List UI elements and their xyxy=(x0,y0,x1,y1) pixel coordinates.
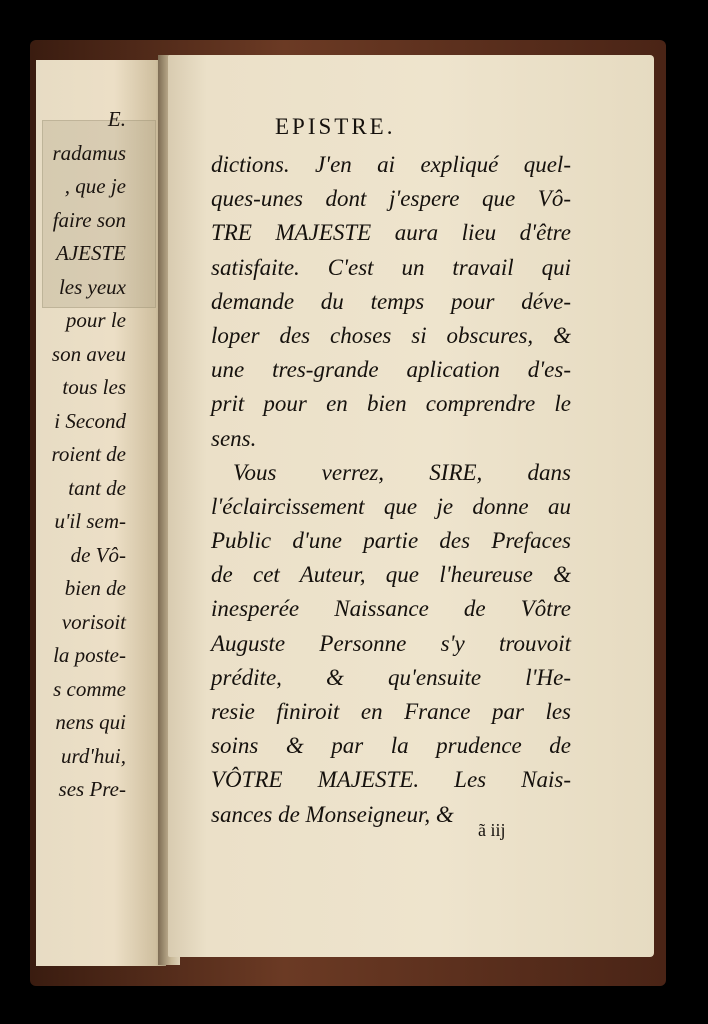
left-text-line: i Second xyxy=(54,408,126,433)
text-line: TRE MAJESTE aura lieu d'être xyxy=(211,220,571,246)
text-line: demande du temps pour déve- xyxy=(211,288,571,314)
text-line: sens. xyxy=(211,425,257,451)
text-line: resie finiroit en France par les xyxy=(211,699,571,724)
left-text-line: tant de xyxy=(68,475,126,500)
text-line: sances de Monseigneur, & xyxy=(211,801,454,827)
text-line: ques-unes dont j'espere que Vô- xyxy=(211,186,571,212)
left-text-line: tous les xyxy=(62,375,126,399)
left-text-line: AJESTE xyxy=(56,241,126,265)
text-line: satisfaite. C'est un travail qui xyxy=(211,254,571,280)
left-text-line: son aveu xyxy=(51,341,126,366)
left-text-line: la poste- xyxy=(53,643,126,667)
text-line: inesperée Naissance de Vôtre xyxy=(211,596,571,622)
text-line: Public d'une partie des Prefaces xyxy=(211,528,571,554)
left-text-line: faire son xyxy=(52,207,126,232)
left-text-line: nens qui xyxy=(55,710,126,734)
text-line: dictions. J'en ai expliqué quel- xyxy=(211,152,571,177)
left-text-line: radamus xyxy=(52,140,126,165)
left-text-line: , que je xyxy=(64,174,126,198)
text-line: prédite, & qu'ensuite l'He- xyxy=(211,664,571,690)
text-line: loper des choses si obscures, & xyxy=(211,322,571,348)
text-line: l'éclaircissement que je donne au xyxy=(211,493,571,519)
left-text-line: vorisoit xyxy=(61,609,126,634)
text-line: VÔTRE MAJESTE. Les Nais- xyxy=(211,767,571,793)
text-line: soins & par la prudence de xyxy=(211,733,571,759)
signature-mark: ã iij xyxy=(478,820,506,840)
left-text-line: urd'hui, xyxy=(61,743,126,768)
page-header: EPISTRE. xyxy=(275,114,396,139)
left-text-line: roient de xyxy=(51,442,126,466)
left-text-line: les yeux xyxy=(58,274,126,299)
left-text-line: pour le xyxy=(65,308,126,332)
left-text-line: ses Pre- xyxy=(58,777,126,801)
left-text-line: bien de xyxy=(64,576,126,600)
left-page-text xyxy=(0,103,126,807)
text-line: Vous verrez, SIRE, dans xyxy=(233,459,571,485)
text-line: une tres-grande aplication d'es- xyxy=(211,357,571,383)
text-line: Auguste Personne s'y trouvoit xyxy=(211,630,571,656)
left-text-line: de Vô- xyxy=(70,542,126,567)
right-page-text xyxy=(211,148,571,832)
left-text-line: s comme xyxy=(53,676,126,701)
left-text-line: u'il sem- xyxy=(54,509,126,533)
text-line: prit pour en bien comprendre le xyxy=(211,391,571,417)
left-text-line: E. xyxy=(107,107,126,131)
text-line: de cet Auteur, que l'heureuse & xyxy=(211,562,571,588)
